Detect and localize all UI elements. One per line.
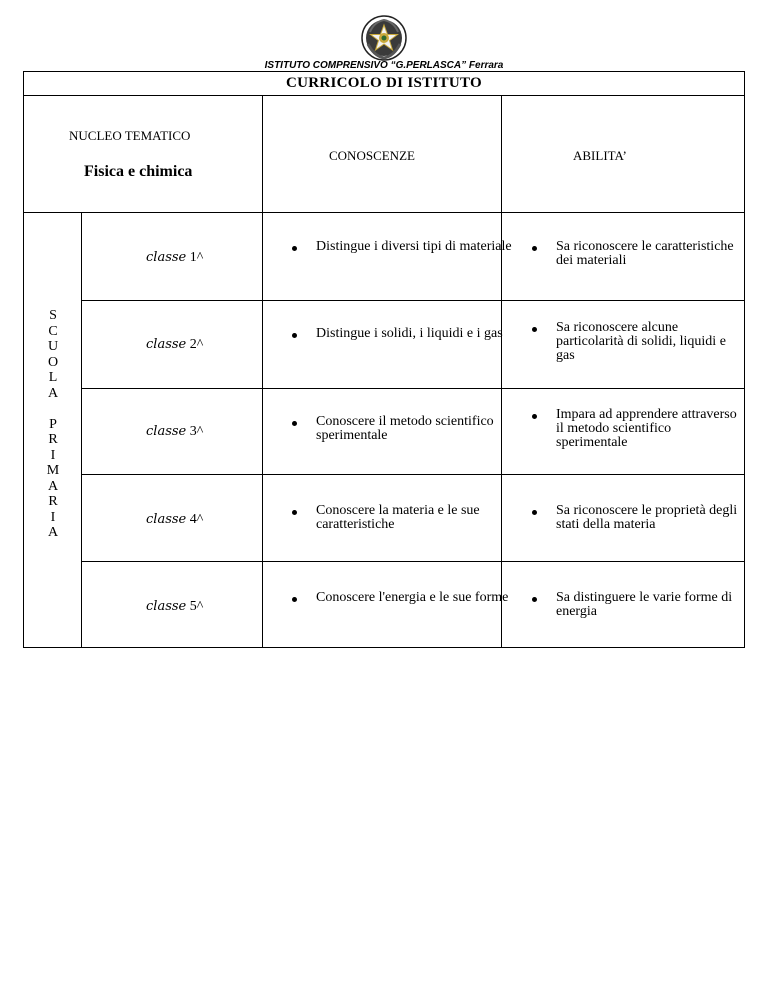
vertical-letter: I xyxy=(50,447,56,463)
column-divider xyxy=(262,96,263,648)
abilita-text: Sa distinguere le varie forme di energia xyxy=(556,590,733,619)
school-name: ISTITUTO COMPRENSIVO “G.PERLASCA” Ferrara xyxy=(264,60,504,71)
nucleo-tematico-label: NUCLEO TEMATICO xyxy=(69,128,191,143)
column-header-abilita: ABILITA’ xyxy=(573,148,627,163)
classe-label xyxy=(146,424,203,440)
bullet-icon xyxy=(532,327,537,332)
classe-number: 2^ xyxy=(189,337,204,352)
vertical-letter: A xyxy=(47,525,59,540)
header-row-divider xyxy=(24,212,744,213)
vertical-letter: U xyxy=(47,339,59,354)
vertical-letter: L xyxy=(48,370,58,385)
abilita-text: Sa riconoscere le caratteristiche dei materiali xyxy=(556,239,734,268)
classe-word: classe xyxy=(146,599,187,614)
vertical-letter: A xyxy=(47,478,59,494)
conoscenza-text: Distingue i diversi tipi di materiale xyxy=(316,239,512,254)
bullet-icon xyxy=(532,597,537,602)
bullet-icon xyxy=(292,597,297,602)
vertical-spacer xyxy=(46,401,60,417)
classe-word: classe xyxy=(146,512,187,527)
vertical-letter: C xyxy=(48,323,58,339)
vertical-letter: R xyxy=(48,432,58,447)
bullet-icon xyxy=(292,333,297,338)
row-divider xyxy=(81,388,744,389)
classe-word: classe xyxy=(146,424,187,439)
bullet-icon xyxy=(532,246,537,251)
classe-number: 3^ xyxy=(189,424,204,439)
column-divider xyxy=(501,96,502,648)
curriculum-table xyxy=(23,71,745,648)
vertical-letter: A xyxy=(47,385,59,401)
classe-word: classe xyxy=(146,337,187,352)
classe-label xyxy=(146,599,203,615)
abilita-text: Sa riconoscere le proprietà degli stati della materia xyxy=(556,503,738,532)
bullet-icon xyxy=(532,510,537,515)
row-divider xyxy=(81,561,744,562)
nucleo-tematico-value: Fisica e chimica xyxy=(84,163,193,180)
school-emblem-logo xyxy=(360,14,408,62)
row-divider xyxy=(81,474,744,475)
vertical-letter: P xyxy=(49,416,57,432)
bullet-icon xyxy=(292,510,297,515)
classe-label xyxy=(146,250,203,266)
conoscenza-text: Distingue i solidi, i liquidi e i gas xyxy=(316,326,503,341)
classe-number: 5^ xyxy=(189,599,204,614)
classe-number: 1^ xyxy=(189,250,204,265)
classe-label xyxy=(146,337,203,353)
classe-word: classe xyxy=(146,250,187,265)
conoscenza-text: Conoscere l'energia e le sue forme xyxy=(316,590,509,605)
abilita-text: Sa riconoscere alcune particolarità di solidi, liquidi e gas xyxy=(556,320,726,363)
column-header-conoscenze: CONOSCENZE xyxy=(329,148,415,163)
row-divider xyxy=(81,300,744,301)
classe-label xyxy=(146,512,203,528)
classe-number: 4^ xyxy=(189,512,204,527)
conoscenza-text: Conoscere il metodo scientifico sperimentale xyxy=(316,414,494,443)
bullet-icon xyxy=(532,414,537,419)
vertical-letter: R xyxy=(48,494,58,509)
vertical-letter: S xyxy=(49,308,57,323)
vertical-letter: I xyxy=(50,509,56,525)
column-divider xyxy=(81,212,82,648)
document-title: CURRICOLO DI ISTITUTO xyxy=(24,72,744,96)
bullet-icon xyxy=(292,421,297,426)
school-level-vertical-label xyxy=(46,308,60,541)
conoscenza-text: Conoscere la materia e le sue caratteristiche xyxy=(316,503,480,532)
abilita-text: Impara ad apprendere attraverso il metodo scientifico sperimentale xyxy=(556,407,737,450)
bullet-icon xyxy=(292,246,297,251)
vertical-letter: M xyxy=(46,463,60,478)
vertical-letter: O xyxy=(47,354,59,370)
